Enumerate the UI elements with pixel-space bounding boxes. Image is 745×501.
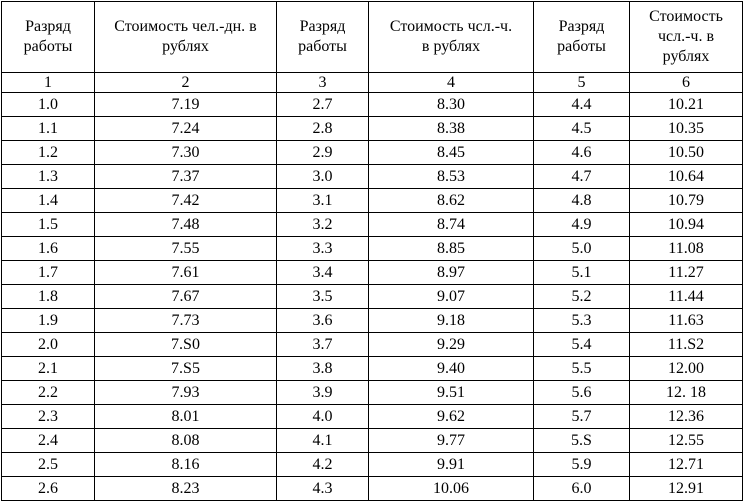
cost-cell: 9.29 — [369, 333, 534, 357]
cost-cell: 9.51 — [369, 381, 534, 405]
cost-cell: 7.30 — [95, 141, 277, 165]
grade-cell: 1.7 — [2, 261, 95, 285]
column-number: 6 — [630, 73, 743, 93]
cost-cell: 10.35 — [630, 117, 743, 141]
header-row — [2, 2, 743, 73]
grade-cell: 5.1 — [534, 261, 630, 285]
cost-cell: 8.85 — [369, 237, 534, 261]
grade-cell: 5.7 — [534, 405, 630, 429]
cost-cell: 7.55 — [95, 237, 277, 261]
header-text: рублях — [662, 48, 710, 65]
cost-cell: 10.21 — [630, 93, 743, 117]
cost-cell: 7.S0 — [95, 333, 277, 357]
cost-cell: 11.08 — [630, 237, 743, 261]
grade-cell: 4.3 — [277, 477, 369, 501]
table-row — [2, 309, 743, 333]
grade-cell: 1.2 — [2, 141, 95, 165]
cost-cell: 10.64 — [630, 165, 743, 189]
cost-cell: 8.01 — [95, 405, 277, 429]
grade-cell: 1.6 — [2, 237, 95, 261]
cost-cell: 10.50 — [630, 141, 743, 165]
cost-cell: 7.73 — [95, 309, 277, 333]
cost-cell: 11.S2 — [630, 333, 743, 357]
column-number: 4 — [369, 73, 534, 93]
column-number: 5 — [534, 73, 630, 93]
cost-cell: 7.24 — [95, 117, 277, 141]
grade-cell: 5.2 — [534, 285, 630, 309]
cost-cell: 12.71 — [630, 453, 743, 477]
table-row — [2, 141, 743, 165]
cost-cell: 9.07 — [369, 285, 534, 309]
header-cell-grade-2 — [277, 2, 369, 73]
grade-cell: 3.1 — [277, 189, 369, 213]
grade-cell: 2.0 — [2, 333, 95, 357]
table-row — [2, 333, 743, 357]
grade-cell: 5.5 — [534, 357, 630, 381]
cost-cell: 10.94 — [630, 213, 743, 237]
cost-cell: 11.63 — [630, 309, 743, 333]
column-number: 2 — [95, 73, 277, 93]
grade-cell: 1.9 — [2, 309, 95, 333]
cost-cell: 8.97 — [369, 261, 534, 285]
cost-cell: 8.62 — [369, 189, 534, 213]
cost-cell: 12.00 — [630, 357, 743, 381]
grade-cell: 4.4 — [534, 93, 630, 117]
grade-cell: 3.9 — [277, 381, 369, 405]
grade-cell: 4.2 — [277, 453, 369, 477]
grade-cell: 5.9 — [534, 453, 630, 477]
grade-cell: 2.8 — [277, 117, 369, 141]
header-text: Стоимость — [649, 8, 723, 25]
cost-cell: 7.48 — [95, 213, 277, 237]
grade-cell: 5.4 — [534, 333, 630, 357]
cost-cell: 8.45 — [369, 141, 534, 165]
cost-cell: 12.55 — [630, 429, 743, 453]
table-body — [2, 73, 743, 501]
cost-cell: 10.79 — [630, 189, 743, 213]
grade-cell: 5.3 — [534, 309, 630, 333]
header-text: в рублях — [421, 38, 481, 55]
cost-cell: 11.27 — [630, 261, 743, 285]
cost-cell: 7.42 — [95, 189, 277, 213]
table-row — [2, 93, 743, 117]
grade-cell: 1.4 — [2, 189, 95, 213]
header-text: работы — [298, 38, 347, 55]
table-row — [2, 405, 743, 429]
grade-cell: 2.9 — [277, 141, 369, 165]
cost-cell: 9.91 — [369, 453, 534, 477]
header-text: рублях — [162, 38, 209, 55]
cost-cell: 9.62 — [369, 405, 534, 429]
grade-cell: 1.5 — [2, 213, 95, 237]
table-row — [2, 213, 743, 237]
grade-cell: 1.8 — [2, 285, 95, 309]
column-number: 3 — [277, 73, 369, 93]
header-cell-grade-1 — [2, 2, 95, 73]
cost-cell: 10.06 — [369, 477, 534, 501]
grade-cell: 5.S — [534, 429, 630, 453]
grade-cell: 3.0 — [277, 165, 369, 189]
table-row — [2, 165, 743, 189]
cost-cell: 12. 18 — [630, 381, 743, 405]
grade-cell: 4.5 — [534, 117, 630, 141]
header-text: Стоимость чел.-дн. в — [114, 18, 257, 35]
grade-cell: 3.3 — [277, 237, 369, 261]
cost-cell: 12.36 — [630, 405, 743, 429]
header-text: работы — [557, 38, 606, 55]
grade-cell: 4.8 — [534, 189, 630, 213]
cost-cell: 8.23 — [95, 477, 277, 501]
table-row — [2, 453, 743, 477]
column-number-row — [2, 73, 743, 93]
grade-cell: 5.6 — [534, 381, 630, 405]
header-text: чсл.-ч. в — [657, 28, 715, 45]
table-row — [2, 357, 743, 381]
grade-cell: 4.9 — [534, 213, 630, 237]
cost-cell: 9.77 — [369, 429, 534, 453]
grade-cell: 4.6 — [534, 141, 630, 165]
grade-cell: 2.1 — [2, 357, 95, 381]
grade-cell: 3.4 — [277, 261, 369, 285]
table-row — [2, 237, 743, 261]
cost-cell: 7.19 — [95, 93, 277, 117]
grade-cell: 4.1 — [277, 429, 369, 453]
cost-cell: 8.16 — [95, 453, 277, 477]
cost-cell: 7.S5 — [95, 357, 277, 381]
cost-cell: 7.61 — [95, 261, 277, 285]
table-row — [2, 117, 743, 141]
grade-cell: 2.5 — [2, 453, 95, 477]
table-row — [2, 381, 743, 405]
header-text: работы — [23, 38, 73, 55]
cost-cell: 12.91 — [630, 477, 743, 501]
grade-cell: 1.0 — [2, 93, 95, 117]
header-text: Разряд — [558, 18, 605, 35]
cost-cell: 11.44 — [630, 285, 743, 309]
header-text: Разряд — [25, 18, 71, 35]
grade-cell: 2.3 — [2, 405, 95, 429]
cost-cell: 8.08 — [95, 429, 277, 453]
cost-cell: 9.40 — [369, 357, 534, 381]
grade-cell: 3.5 — [277, 285, 369, 309]
header-cell-grade-3 — [534, 2, 630, 73]
table-row — [2, 285, 743, 309]
cost-cell: 8.30 — [369, 93, 534, 117]
column-number: 1 — [2, 73, 95, 93]
table-row — [2, 477, 743, 501]
header-cell-cost-3 — [630, 2, 743, 73]
grade-cell: 2.2 — [2, 381, 95, 405]
grade-cell: 3.2 — [277, 213, 369, 237]
grade-cell: 3.7 — [277, 333, 369, 357]
grade-cell: 2.7 — [277, 93, 369, 117]
grade-cell: 1.1 — [2, 117, 95, 141]
cost-cell: 7.37 — [95, 165, 277, 189]
grade-cell: 4.7 — [534, 165, 630, 189]
cost-cell: 8.38 — [369, 117, 534, 141]
grade-cell: 2.4 — [2, 429, 95, 453]
cost-cell: 8.53 — [369, 165, 534, 189]
cost-cell: 8.74 — [369, 213, 534, 237]
table-row — [2, 261, 743, 285]
table-row — [2, 429, 743, 453]
grade-cell: 6.0 — [534, 477, 630, 501]
header-text: Разряд — [299, 18, 346, 35]
grade-cell: 3.8 — [277, 357, 369, 381]
grade-cell: 1.3 — [2, 165, 95, 189]
header-text: Стоимость чсл.-ч. — [389, 18, 513, 35]
grade-cell: 3.6 — [277, 309, 369, 333]
grade-cell: 4.0 — [277, 405, 369, 429]
cost-cell: 7.93 — [95, 381, 277, 405]
grade-cell: 2.6 — [2, 477, 95, 501]
header-cell-cost-2 — [369, 2, 534, 73]
table-row — [2, 189, 743, 213]
cost-cell: 7.67 — [95, 285, 277, 309]
cost-cell: 9.18 — [369, 309, 534, 333]
rates-table — [1, 1, 743, 501]
grade-cell: 5.0 — [534, 237, 630, 261]
table-header — [2, 2, 743, 73]
header-cell-cost-1 — [95, 2, 277, 73]
